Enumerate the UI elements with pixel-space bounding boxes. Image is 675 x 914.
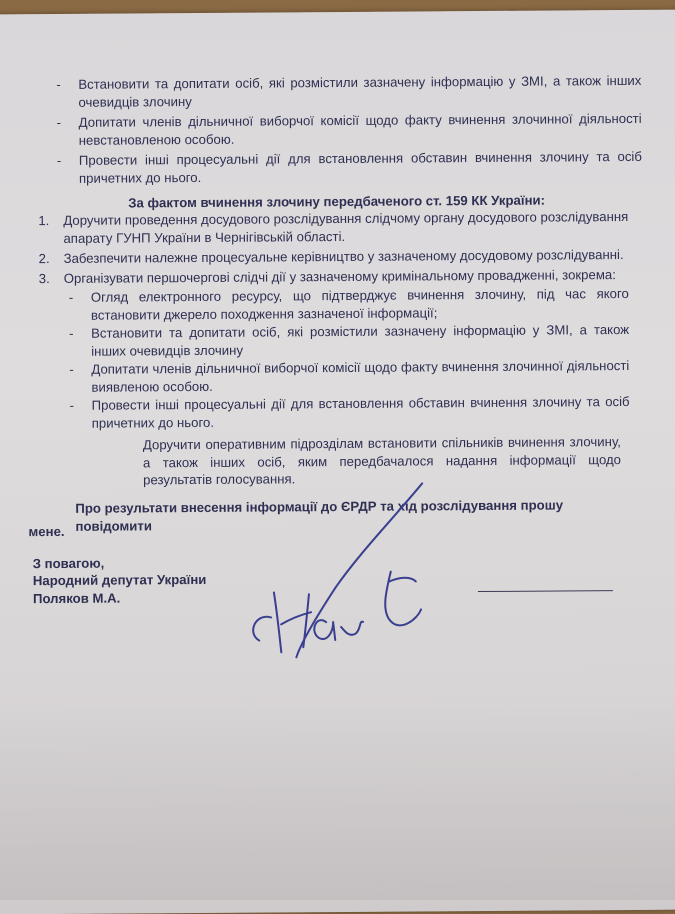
item-text: Забезпечити належне процесуальне керівництво у зазначеному досудовому розслідуванні.: [63, 247, 624, 266]
bullet-item: [56, 148, 642, 186]
report-request: Про результати внесення інформації до ЄРДР та хід розслідування прошу повідомити: [75, 497, 564, 534]
item-number: 2.: [38, 251, 50, 267]
handwritten-signature: [240, 481, 441, 692]
photo-shadow: [0, 700, 675, 900]
bullet-text: Провести інші процесуальні дії для встановлення обставин вчинення злочину та осіб причетних до нього.: [91, 393, 630, 431]
item-text: Доручити проведення досудового розслідування слідчому органу досудового розслідування апарату ГУНП України в Чернігівській області.: [63, 208, 629, 246]
section-heading: За фактом вчинення злочину передбаченого ст. 159 КК України:: [128, 192, 546, 211]
signer-name: Поляков М.А.: [32, 590, 121, 607]
bullet-text: Провести інші процесуальні дії для встановлення обставин вчинення злочину та осіб причетних до нього.: [78, 148, 642, 186]
bullet-text: Встановити та допитати осіб, які розмістили зазначену інформацію у ЗМІ, а також інших очевидців злочину: [78, 72, 642, 110]
bullet-dash: -: [69, 361, 74, 377]
bullet-dash: -: [69, 325, 74, 341]
bullet-dash: -: [69, 397, 75, 413]
signer-position: Народний депутат України: [32, 571, 207, 589]
instruction-paragraph: Доручити оперативним підрозділам встановити спільників вчинення злочину, а також інших осіб, яким передбачалося надання інформації щодо результатів голосування.: [142, 434, 622, 488]
item-text: Організувати першочергові слідчі дії у зазначеному кримінальному провадженні, зокрема:: [63, 267, 616, 286]
item-number: 1.: [38, 213, 50, 229]
report-request-end: мене.: [28, 523, 65, 540]
bullet-text: Допитати членів дільничної виборчої комісії щодо факту вчинення злочинної діяльності виявленою особою.: [91, 357, 630, 395]
closing-regards: З повагою,: [32, 555, 105, 572]
bullet-text: Допитати членів дільничної виборчої комісії щодо факту вчинення злочинної діяльності невстановленою особою.: [78, 110, 642, 148]
bullet-dash: -: [68, 289, 74, 305]
item-number: 3.: [38, 271, 50, 287]
bullet-item: [56, 72, 642, 110]
numbered-item: [38, 246, 629, 267]
signature-line: [478, 590, 613, 592]
bullet-dash: -: [56, 114, 62, 130]
bullet-item: [56, 110, 642, 148]
bullet-dash: -: [56, 76, 61, 92]
bullet-dash: -: [56, 152, 62, 168]
bullet-text: Встановити та допитати осіб, які розмістили зазначену інформацію у ЗМІ, а також інших очевидців злочину: [91, 321, 630, 359]
bullet-text: Огляд електронного ресурсу, що підтверджує вчинення злочину, під час якого встановити джерело походження зазначеної інформації;: [90, 285, 629, 323]
